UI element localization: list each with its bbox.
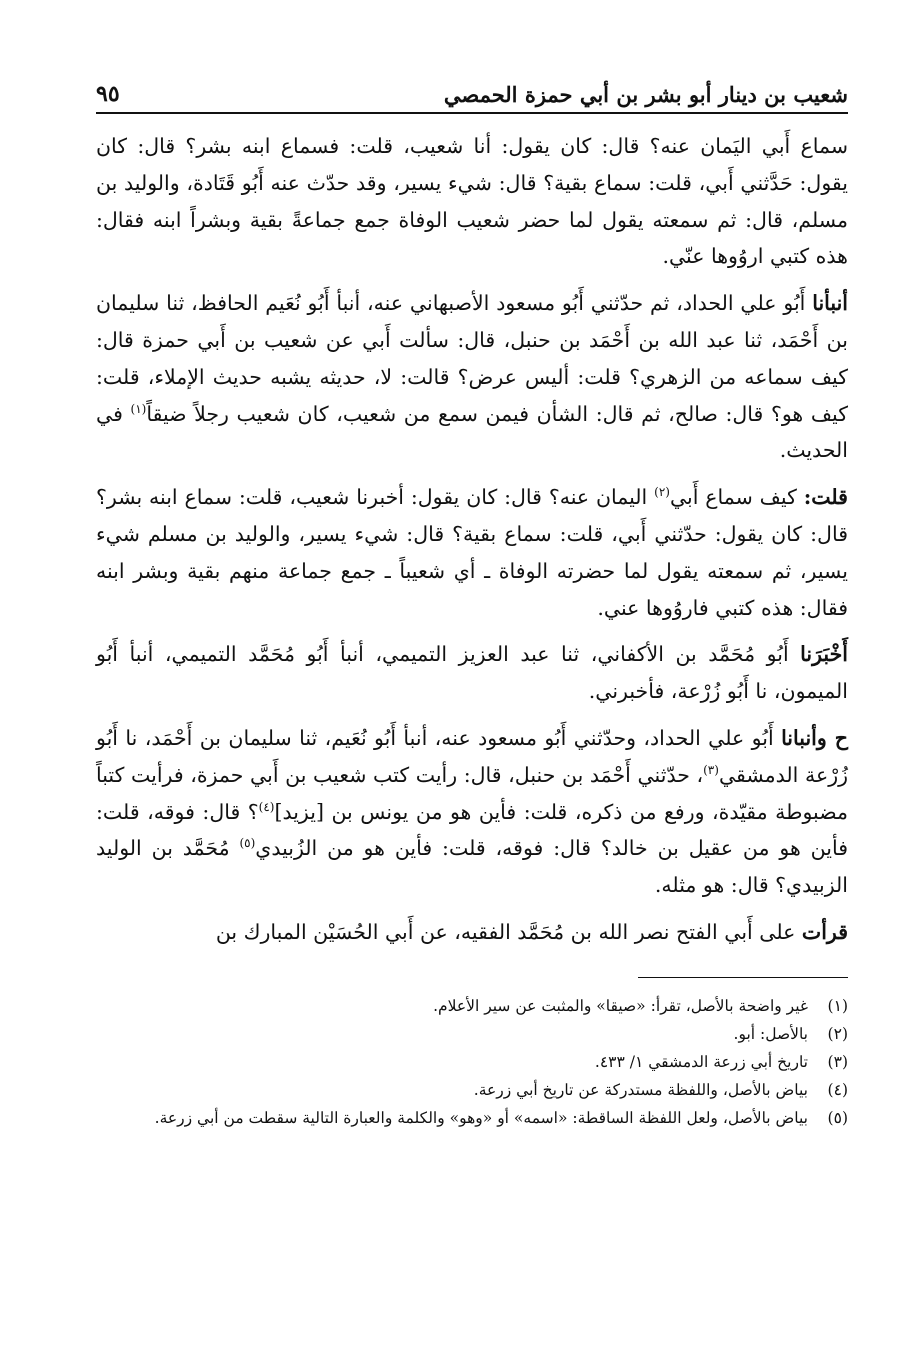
running-title: شعيب بن دينار أبو بشر بن أبي حمزة الحمصي <box>443 81 848 107</box>
paragraph-text: أَبُو مُحَمَّد بن الأكفاني، ثنا عبد العزيز التميمي، أنبأ أَبُو مُحَمَّد التميمي، أنبأ أَبُو الميمون، نا أَبُو زُرْعة، فأخبرني. <box>96 642 848 704</box>
paragraph-text: كيف سماع أَبي <box>669 485 804 510</box>
paragraph-text: اليمان عنه؟ قال: كان يقول: أخبرنا شعيب، قلت: سماع ابنه بشر؟ قال: كان يقول: حدّثني أَبي، قلت: سماع بقية؟ قال: شيء يسير، والوليد بن مسلم شيء يسير، ثم سمعته يقول لما حضرته الوفاة ـ أي شعيباً ـ جمع جماعة منهم بقية وبشر ابنه فقال: هذه كتبي فاروُوها عني. <box>96 485 848 620</box>
paragraph-2 <box>96 285 848 469</box>
paragraph-text: مُحَمَّد بن الوليد الزبيدي؟ قال: هو مثله. <box>96 836 848 898</box>
footnote-divider <box>638 977 848 978</box>
footnote-number: (٢) <box>827 1024 848 1043</box>
paragraph-text: ، حدّثني أَحْمَد بن حنبل، قال: رأيت كتب شعيب بن أَبي حمزة، فرأيت كتباً مضبوطة مقيّدة، ورفع من ذكره، قلت: فأين هو من يونس بن [يزيد] <box>96 762 848 824</box>
paragraph-3 <box>96 479 848 626</box>
footnote-number: (٥) <box>827 1108 848 1127</box>
paragraph-lead: قلت: <box>803 485 848 510</box>
footnote-number: (٣) <box>827 1052 848 1071</box>
footnotes <box>96 992 848 1132</box>
footnote-ref: (٣) <box>703 762 719 777</box>
running-header <box>96 60 848 114</box>
paragraph-lead: أَخْبَرَنا <box>800 642 848 667</box>
footnote-text: تاريخ أبي زرعة الدمشقي ١/ ٤٣٣. <box>594 1052 808 1071</box>
footnote-number: (١) <box>827 996 848 1015</box>
footnote <box>96 1020 848 1048</box>
paragraph-text: في الحديث. <box>96 401 848 463</box>
paragraph-6 <box>96 914 848 951</box>
paragraph-5 <box>96 720 848 904</box>
paragraph-text: سماع أَبي اليَمان عنه؟ قال: كان يقول: أنا شعيب، قلت: فسماع ابنه بشر؟ قال: كان يقول: حَدَّثني أَبي، قلت: سماع بقية؟ قال: شيء يسير، وقد حدّث عنه أَبُو قَتَادة، والوليد بن مسلم، قال: ثم سمعته يقول لما حضر شعيب الوفاة جمع جماعةً بقية وبشراً ابنه فقال: هذه كتبي اروُوها عنّي. <box>96 134 848 269</box>
footnote <box>96 1048 848 1076</box>
footnote-number: (٤) <box>827 1080 848 1099</box>
paragraph-lead: قرأت <box>801 919 848 944</box>
footnote-ref: (١) <box>130 401 147 416</box>
main-text <box>96 128 848 951</box>
footnote-ref: (٥) <box>239 836 256 851</box>
footnote <box>96 1104 848 1132</box>
footnote-text: بالأصل: أبو. <box>733 1024 808 1043</box>
book-page <box>96 60 848 1330</box>
footnote-ref: (٤) <box>258 799 275 814</box>
paragraph-1 <box>96 128 848 275</box>
paragraph-text: على أَبي الفتح نصر الله بن مُحَمَّد الفقيه، عن أَبي الحُسَيْن المبارك بن <box>215 919 802 944</box>
footnote <box>96 992 848 1020</box>
paragraph-lead: ح وأنبانا <box>781 725 848 750</box>
footnote-text: غير واضحة بالأصل، تقرأ: «صيقا» والمثبت عن سير الأعلام. <box>433 996 808 1015</box>
paragraph-text: ؟ قال: فوقه، قلت: فأين هو من عقيل بن خالد؟ قال: فوقه، قلت: فأين هو من الزُبيدي <box>96 799 849 861</box>
footnote-text: بياض بالأصل، واللفظة مستدركة عن تاريخ أبي زرعة. <box>473 1080 808 1099</box>
paragraph-4 <box>96 636 848 710</box>
paragraph-text: أَبُو علي الحداد، ثم حدّثني أَبُو مسعود الأصبهاني عنه، أنبأ أَبُو نُعَيم الحافظ، ثنا سليمان بن أَحْمَد، ثنا عبد الله بن أَحْمَد بن حنبل، قال: سألت أَبي عن شعيب بن أَبي حمزة قال: كيف سماعه من الزهري؟ قلت: أليس عرض؟ قالت: لا، حديثه يشبه حديث الإملاء، قلت: كيف هو؟ قال: صالح، ثم قال: الشأن فيمن سمع من شعيب، كان شعيب رجلاً ضيقاً <box>96 291 849 426</box>
page-number: ٩٥ <box>96 80 120 107</box>
footnote-ref: (٢) <box>654 485 670 500</box>
paragraph-lead: أنبأنا <box>812 291 848 316</box>
footnote <box>96 1076 848 1104</box>
footnote-text: بياض بالأصل، ولعل اللفظة الساقطة: «اسمه» أو «وهو» والكلمة والعبارة التالية سقطت من أبي زرعة. <box>154 1108 808 1127</box>
paragraph-text: أَبُو علي الحداد، وحدّثني أَبُو مسعود عنه، أنبأ أَبُو نُعَيم، ثنا سليمان بن أَحْمَد، نا أَبُو زُرْعة الدمشقي <box>96 725 848 787</box>
